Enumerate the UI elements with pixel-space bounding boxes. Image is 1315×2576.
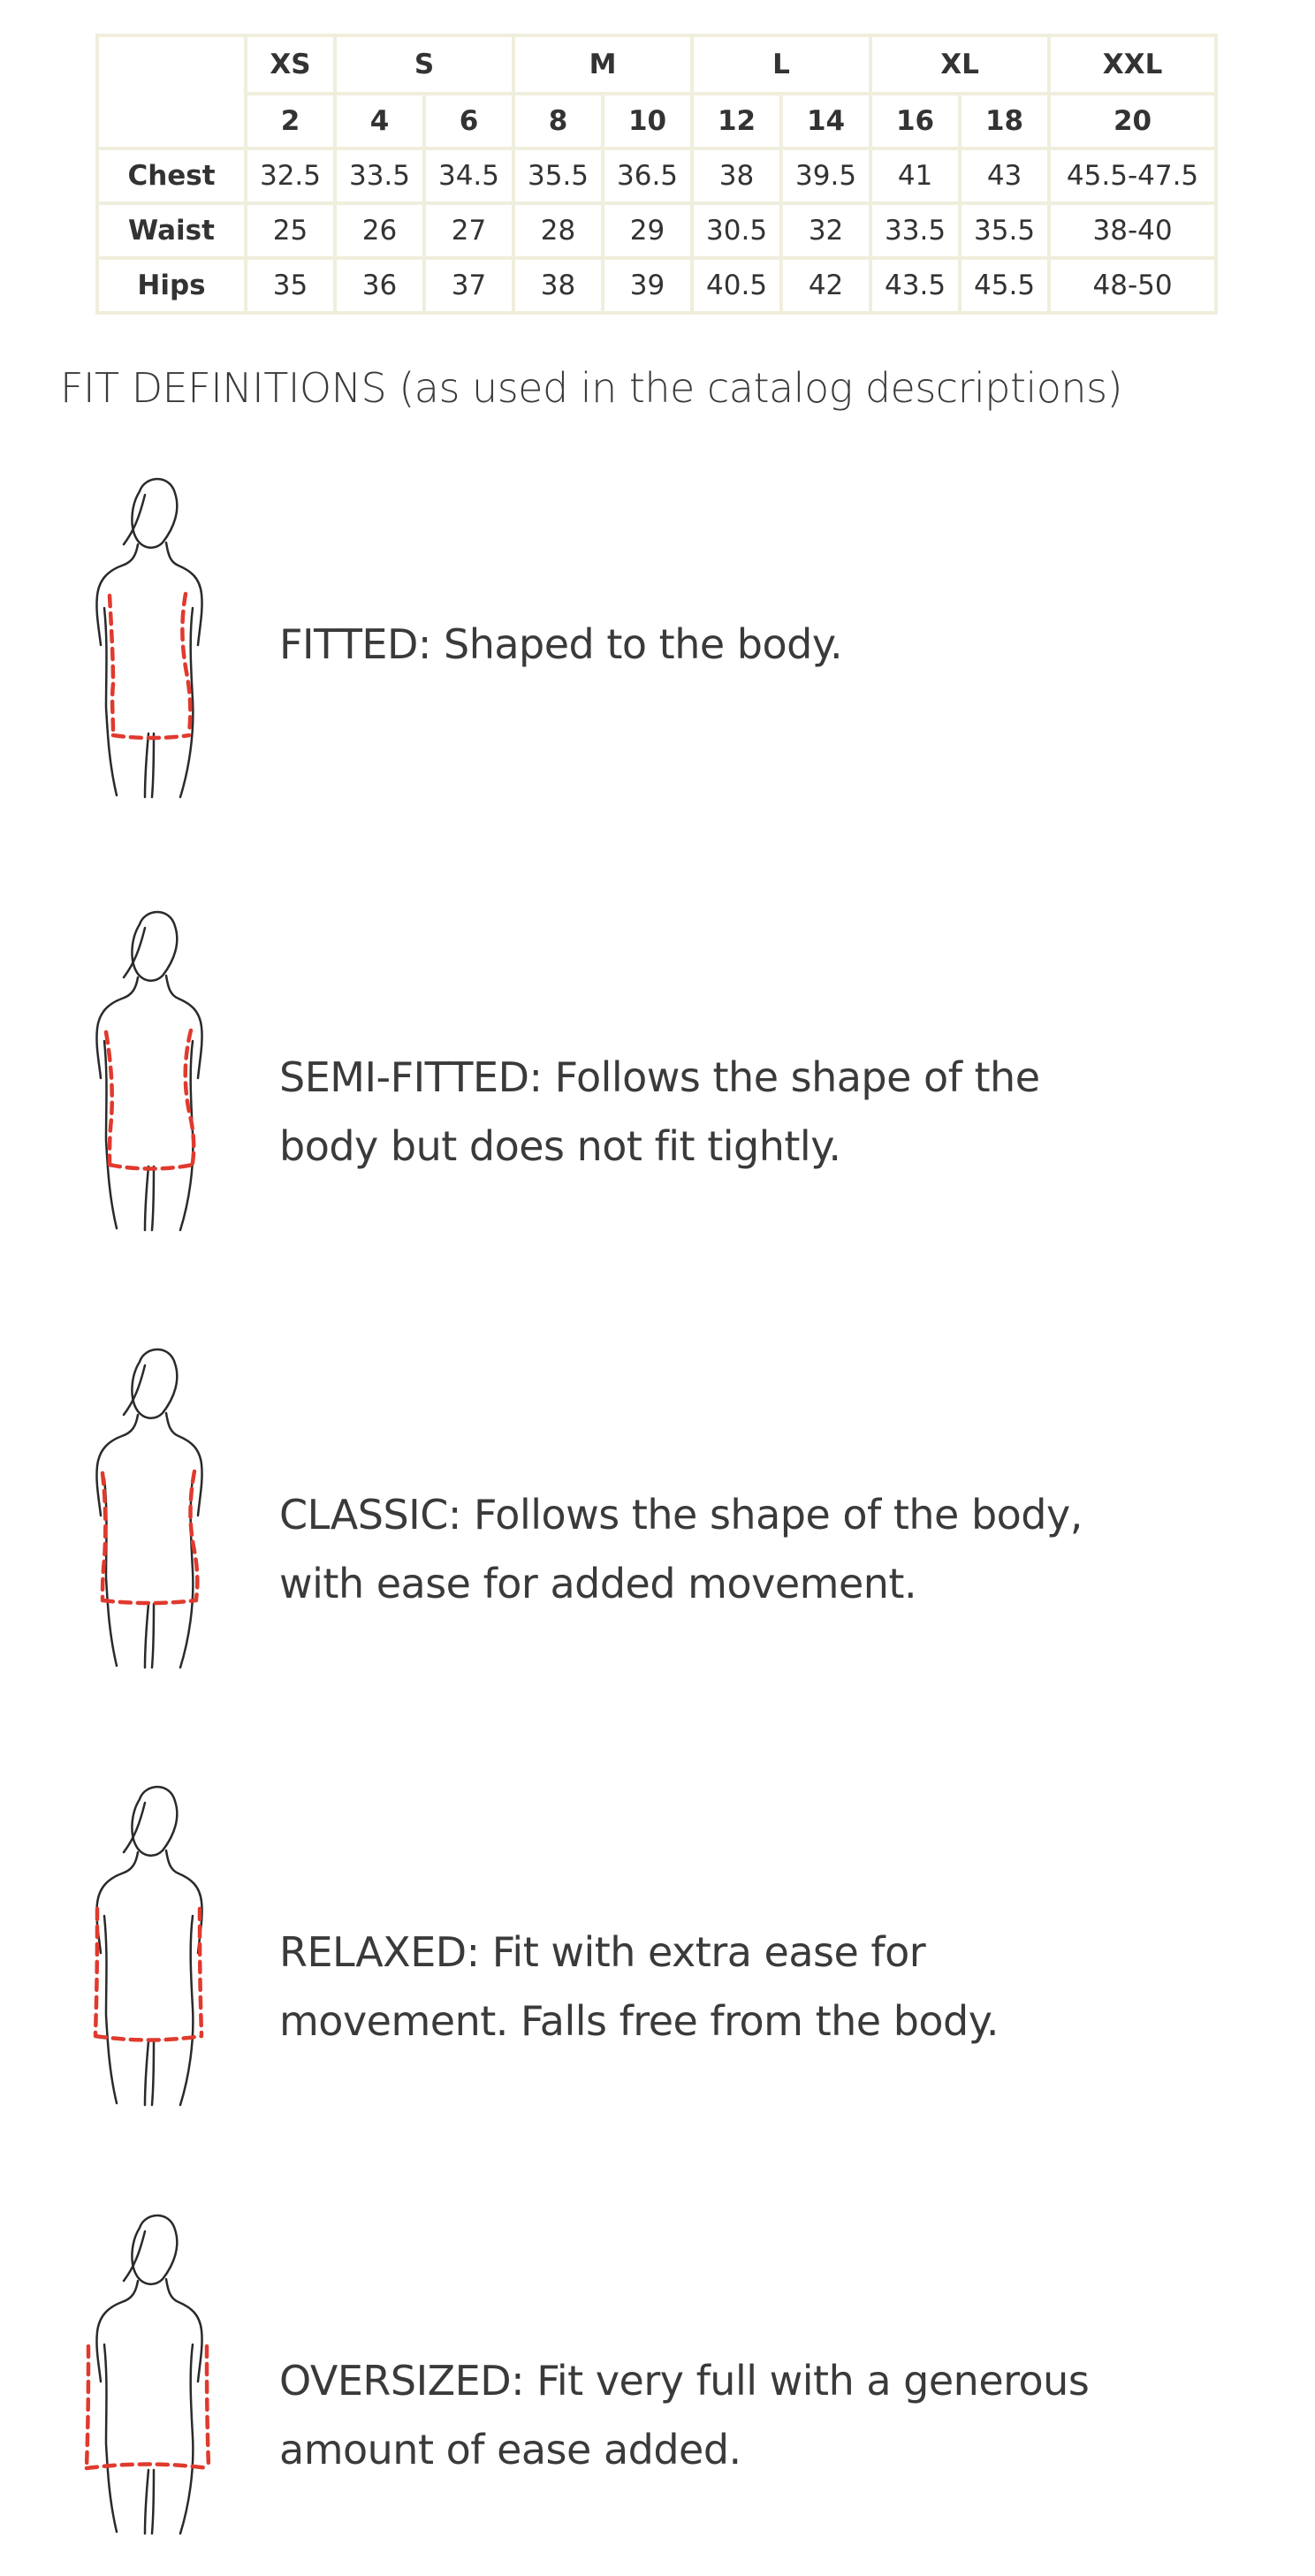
table-cell: 35.5 bbox=[513, 148, 603, 203]
table-cell: 32 bbox=[781, 203, 870, 258]
relaxed-silhouette-icon bbox=[71, 1776, 221, 2130]
table-cell: 37 bbox=[424, 258, 513, 313]
table-cell: 28 bbox=[513, 203, 603, 258]
classic-silhouette-icon bbox=[71, 1339, 221, 1692]
fit-description-line: movement. Falls free from the body. bbox=[279, 1997, 1000, 2045]
table-cell: 33.5 bbox=[870, 203, 960, 258]
size-number: 2 bbox=[246, 94, 335, 148]
fit-description-line: CLASSIC: Follows the shape of the body, bbox=[279, 1491, 1083, 1539]
size-number: 18 bbox=[960, 94, 1049, 148]
table-cell: 38 bbox=[513, 258, 603, 313]
size-number-row bbox=[97, 94, 1216, 148]
fit-item-classic bbox=[0, 1339, 1315, 1710]
table-cell: 30.5 bbox=[692, 203, 781, 258]
fit-item-fitted bbox=[0, 468, 1315, 840]
table-cell: 43.5 bbox=[870, 258, 960, 313]
table-cell: 29 bbox=[603, 203, 692, 258]
fit-description-classic bbox=[279, 1480, 1251, 1618]
table-cell: 35 bbox=[246, 258, 335, 313]
fit-item-semi-fitted bbox=[0, 901, 1315, 1273]
fit-description-line: SEMI-FITTED: Follows the shape of the bbox=[279, 1053, 1040, 1101]
table-cell: 36.5 bbox=[603, 148, 692, 203]
size-number: 14 bbox=[781, 94, 870, 148]
size-number: 8 bbox=[513, 94, 603, 148]
row-label-waist: Waist bbox=[97, 203, 246, 258]
table-cell: 48-50 bbox=[1049, 258, 1216, 313]
fit-description-relaxed bbox=[279, 1918, 1251, 2055]
table-row-waist bbox=[97, 203, 1216, 258]
fit-description-oversized bbox=[279, 2346, 1251, 2484]
table-corner-cell bbox=[97, 35, 246, 148]
table-cell: 26 bbox=[335, 203, 424, 258]
table-cell: 41 bbox=[870, 148, 960, 203]
fit-item-oversized bbox=[0, 2205, 1315, 2576]
fit-description-semi-fitted bbox=[279, 1043, 1251, 1181]
table-cell: 38 bbox=[692, 148, 781, 203]
table-cell: 35.5 bbox=[960, 203, 1049, 258]
fit-description-line: body but does not fit tightly. bbox=[279, 1122, 841, 1170]
fit-description-line: with ease for added movement. bbox=[279, 1560, 917, 1607]
table-cell: 34.5 bbox=[424, 148, 513, 203]
table-cell: 38-40 bbox=[1049, 203, 1216, 258]
table-row-hips bbox=[97, 258, 1216, 313]
size-chart-table bbox=[95, 34, 1218, 315]
table-cell: 33.5 bbox=[335, 148, 424, 203]
size-number: 10 bbox=[603, 94, 692, 148]
row-label-chest: Chest bbox=[97, 148, 246, 203]
fitted-silhouette-icon bbox=[71, 468, 221, 822]
table-cell: 25 bbox=[246, 203, 335, 258]
size-number: 6 bbox=[424, 94, 513, 148]
fit-description-line: RELAXED: Fit with extra ease for bbox=[279, 1928, 926, 1976]
table-cell: 45.5-47.5 bbox=[1049, 148, 1216, 203]
table-cell: 45.5 bbox=[960, 258, 1049, 313]
row-label-hips: Hips bbox=[97, 258, 246, 313]
fit-description-fitted bbox=[279, 610, 1251, 679]
fit-description-line: OVERSIZED: Fit very full with a generous bbox=[279, 2357, 1090, 2405]
semi-fitted-silhouette-icon bbox=[71, 901, 221, 1255]
fit-description-line: amount of ease added. bbox=[279, 2426, 741, 2473]
size-letter-s: S bbox=[335, 35, 513, 94]
fit-definitions-heading: FIT DEFINITIONS (as used in the catalog descriptions) bbox=[60, 364, 1123, 412]
size-number: 16 bbox=[870, 94, 960, 148]
fit-item-relaxed bbox=[0, 1776, 1315, 2147]
oversized-silhouette-icon bbox=[71, 2205, 221, 2558]
table-cell: 40.5 bbox=[692, 258, 781, 313]
table-cell: 42 bbox=[781, 258, 870, 313]
size-letter-m: M bbox=[513, 35, 692, 94]
size-number: 4 bbox=[335, 94, 424, 148]
table-row-chest bbox=[97, 148, 1216, 203]
table-cell: 27 bbox=[424, 203, 513, 258]
size-letter-row bbox=[97, 35, 1216, 94]
size-number: 12 bbox=[692, 94, 781, 148]
size-letter-xxl: XXL bbox=[1049, 35, 1216, 94]
table-cell: 39.5 bbox=[781, 148, 870, 203]
table-cell: 43 bbox=[960, 148, 1049, 203]
size-letter-l: L bbox=[692, 35, 870, 94]
size-letter-xl: XL bbox=[870, 35, 1049, 94]
table-cell: 39 bbox=[603, 258, 692, 313]
table-cell: 36 bbox=[335, 258, 424, 313]
fit-description-line: FITTED: Shaped to the body. bbox=[279, 620, 843, 668]
size-number: 20 bbox=[1049, 94, 1216, 148]
table-cell: 32.5 bbox=[246, 148, 335, 203]
size-letter-xs: XS bbox=[246, 35, 335, 94]
